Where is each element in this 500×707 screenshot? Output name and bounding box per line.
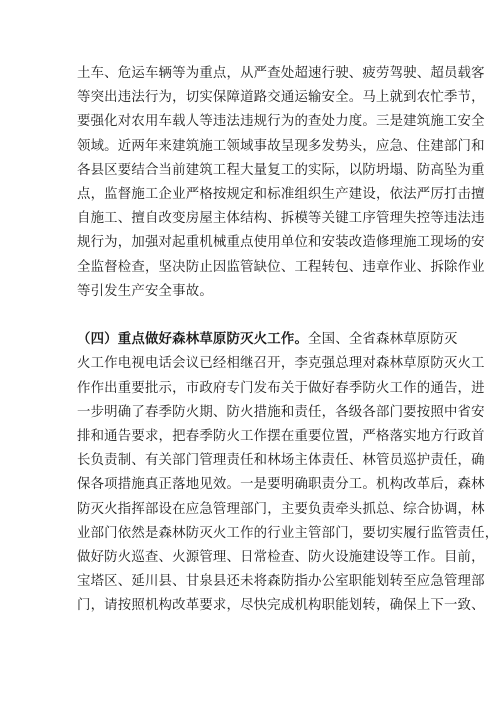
text-line: 长负责制、有关部门管理责任和林场主体责任、林管员巡护责任，确 bbox=[77, 453, 485, 469]
text-line: 宝塔区、延川县、甘泉县还未将森防指办公室职能划转至应急管理部 bbox=[77, 574, 485, 590]
text-line-with-heading bbox=[77, 328, 458, 352]
text-line: 门，请按照机构改革要求，尽快完成机构职能划转，确保上下一致、 bbox=[77, 598, 485, 614]
text-line: 一步明确了春季防火期、防火措施和责任，各级各部门要按照中省安 bbox=[77, 404, 485, 420]
text-line: 等突出违法行为，切实保障道路交通运输安全。马上就到农忙季节， bbox=[77, 90, 485, 106]
text-line: 土车、危运车辆等为重点，从严查处超速行驶、疲劳驾驶、超员载客 bbox=[77, 66, 485, 81]
text-line: 排和通告要求，把春季防火工作摆在重要位置，严格落实地方行政首 bbox=[77, 429, 485, 445]
text-line: 各县区要结合当前建筑工程大量复工的实际，以防坍塌、防高坠为重 bbox=[77, 162, 485, 178]
text-line: 自施工、擅自改变房屋主体结构、拆模等关键工序管理失控等违法违 bbox=[77, 211, 485, 227]
text-line: 点，监督施工企业严格按规定和标准组织生产建设，依法严厉打击擅 bbox=[77, 186, 485, 202]
paragraph-traffic-construction bbox=[77, 62, 485, 304]
text-line: 业部门依然是森林防灭火工作的行业主管部门，要切实履行监管责任， bbox=[77, 525, 499, 541]
text-line: 规行为，加强对起重机械重点使用单位和安装改造修理施工现场的安 bbox=[77, 235, 485, 251]
text-line: 保各项措施真正落地见效。一是要明确职责分工。机构改革后，森林 bbox=[77, 477, 485, 493]
text-line: 做好防火巡查、火源管理、日常检查、防火设施建设等工作。目前， bbox=[77, 549, 485, 565]
heading-line-rest: 全国、全省森林草原防灭 bbox=[308, 332, 458, 348]
paragraph-forest-fire-prevention bbox=[77, 328, 499, 618]
text-line: 全监督检查，坚决防止因监管缺位、工程转包、违章作业、拆除作业 bbox=[77, 259, 485, 275]
text-line: 作作出重要批示，市政府专门发布关于做好春季防火工作的通告，进 bbox=[77, 380, 485, 396]
text-line: 要强化对农用车载人等违法违规行为的查处力度。三是建筑施工安全 bbox=[77, 114, 485, 130]
text-line: 等引发生产安全事故。 bbox=[77, 283, 213, 299]
document-body bbox=[77, 62, 499, 619]
text-line: 防灭火指挥部设在应急管理部门，主要负责牵头抓总、综合协调，林 bbox=[77, 501, 485, 517]
text-line: 火工作电视电话会议已经相继召开，李克强总理对森林草原防灭火工 bbox=[77, 356, 485, 372]
section-heading: （四）重点做好森林草原防灭火工作。 bbox=[77, 332, 309, 348]
paragraph-spacer bbox=[77, 304, 427, 328]
text-line: 领域。近两年来建筑施工领域事故呈现多发势头，应急、住建部门和 bbox=[77, 138, 485, 154]
